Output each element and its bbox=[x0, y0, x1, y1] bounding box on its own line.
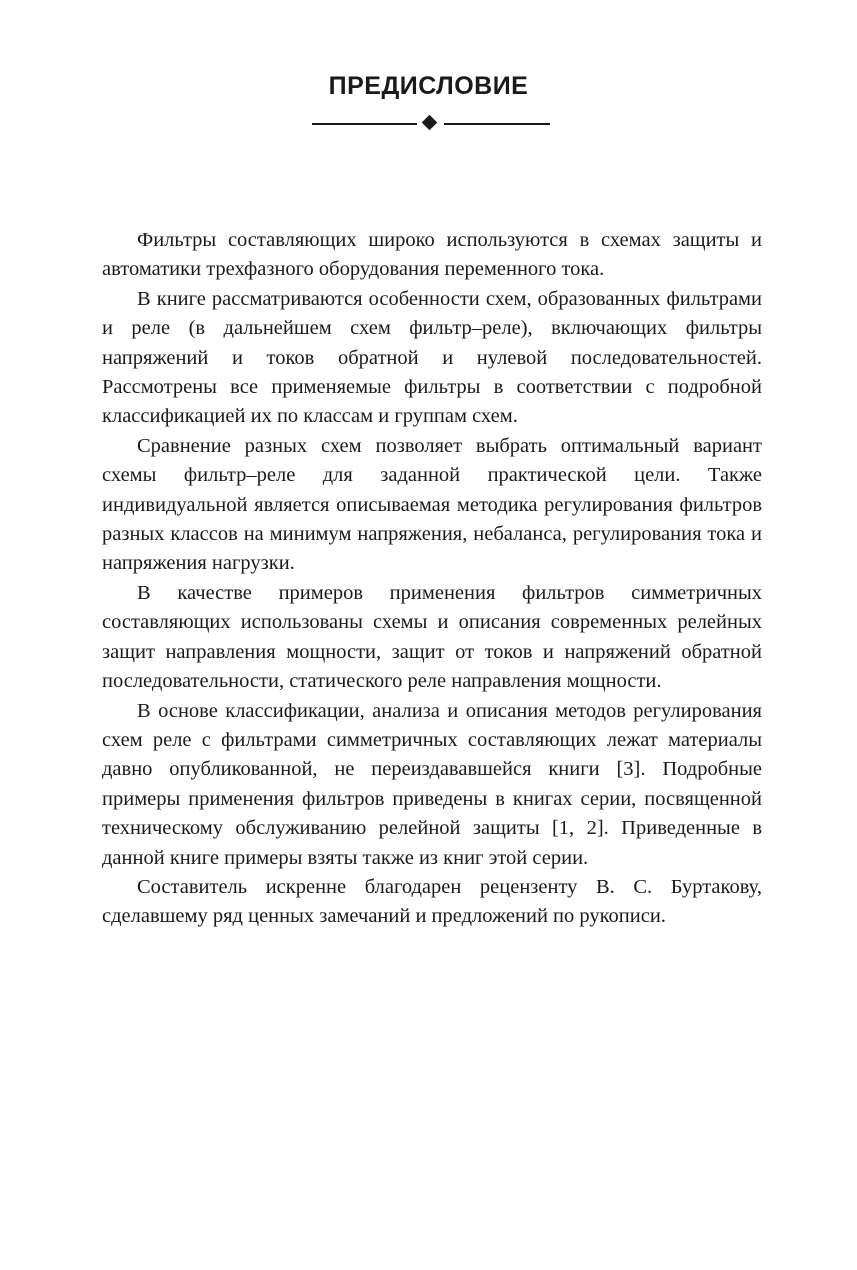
page-title: ПРЕДИСЛОВИЕ bbox=[328, 72, 529, 100]
paragraph: В основе классификации, анализа и описания методов регулирования схем реле с фильтрами симметричных составляющих лежат материалы давно опубликованной, не переиздававшейся книги [3]. Подробные примеры применения фильтров приведены в книгах серии, посвященной техническому обслуживанию релейной защиты [1, 2]. Приведенные в данной книге примеры взяты также из книг этой серии. bbox=[102, 699, 762, 869]
ornament-line-right bbox=[444, 123, 550, 125]
paragraph: В качестве примеров применения фильтров симметричных составляющих использованы схемы и описания современных релейных защит направления мощности, защит от токов и напряжений обратной последовательности, статического реле направления мощности. bbox=[102, 581, 762, 693]
paragraph: Сравнение разных схем позволяет выбрать оптимальный вариант схемы фильтр–реле для заданной практической цели. Также индивидуальной является описываемая методика регулирования фильтров разных классов на минимум напряжения, небаланса, регулирования тока и напряжения нагрузки. bbox=[102, 434, 762, 575]
paragraph: Составитель искренне благодарен рецензенту В. С. Буртакову, сделавшему ряд ценных замечаний и предложений по рукописи. bbox=[102, 875, 762, 928]
ornament-line-left bbox=[312, 123, 417, 125]
diamond-icon bbox=[422, 115, 438, 131]
paragraph: Фильтры составляющих широко используются в схемах защиты и автоматики трехфазного оборудования переменного тока. bbox=[102, 229, 762, 281]
body-text bbox=[102, 226, 762, 932]
paragraph: В книге рассматриваются особенности схем, образованных фильтрами и реле (в дальнейшем схем фильтр–реле), включающих фильтры напряжений и токов обратной и нулевой последовательностей. Рассмотрены все применяемые фильтры в соответствии с подробной классификацией их по классам и группам схем. bbox=[102, 287, 762, 428]
title-ornament-divider bbox=[312, 114, 550, 134]
